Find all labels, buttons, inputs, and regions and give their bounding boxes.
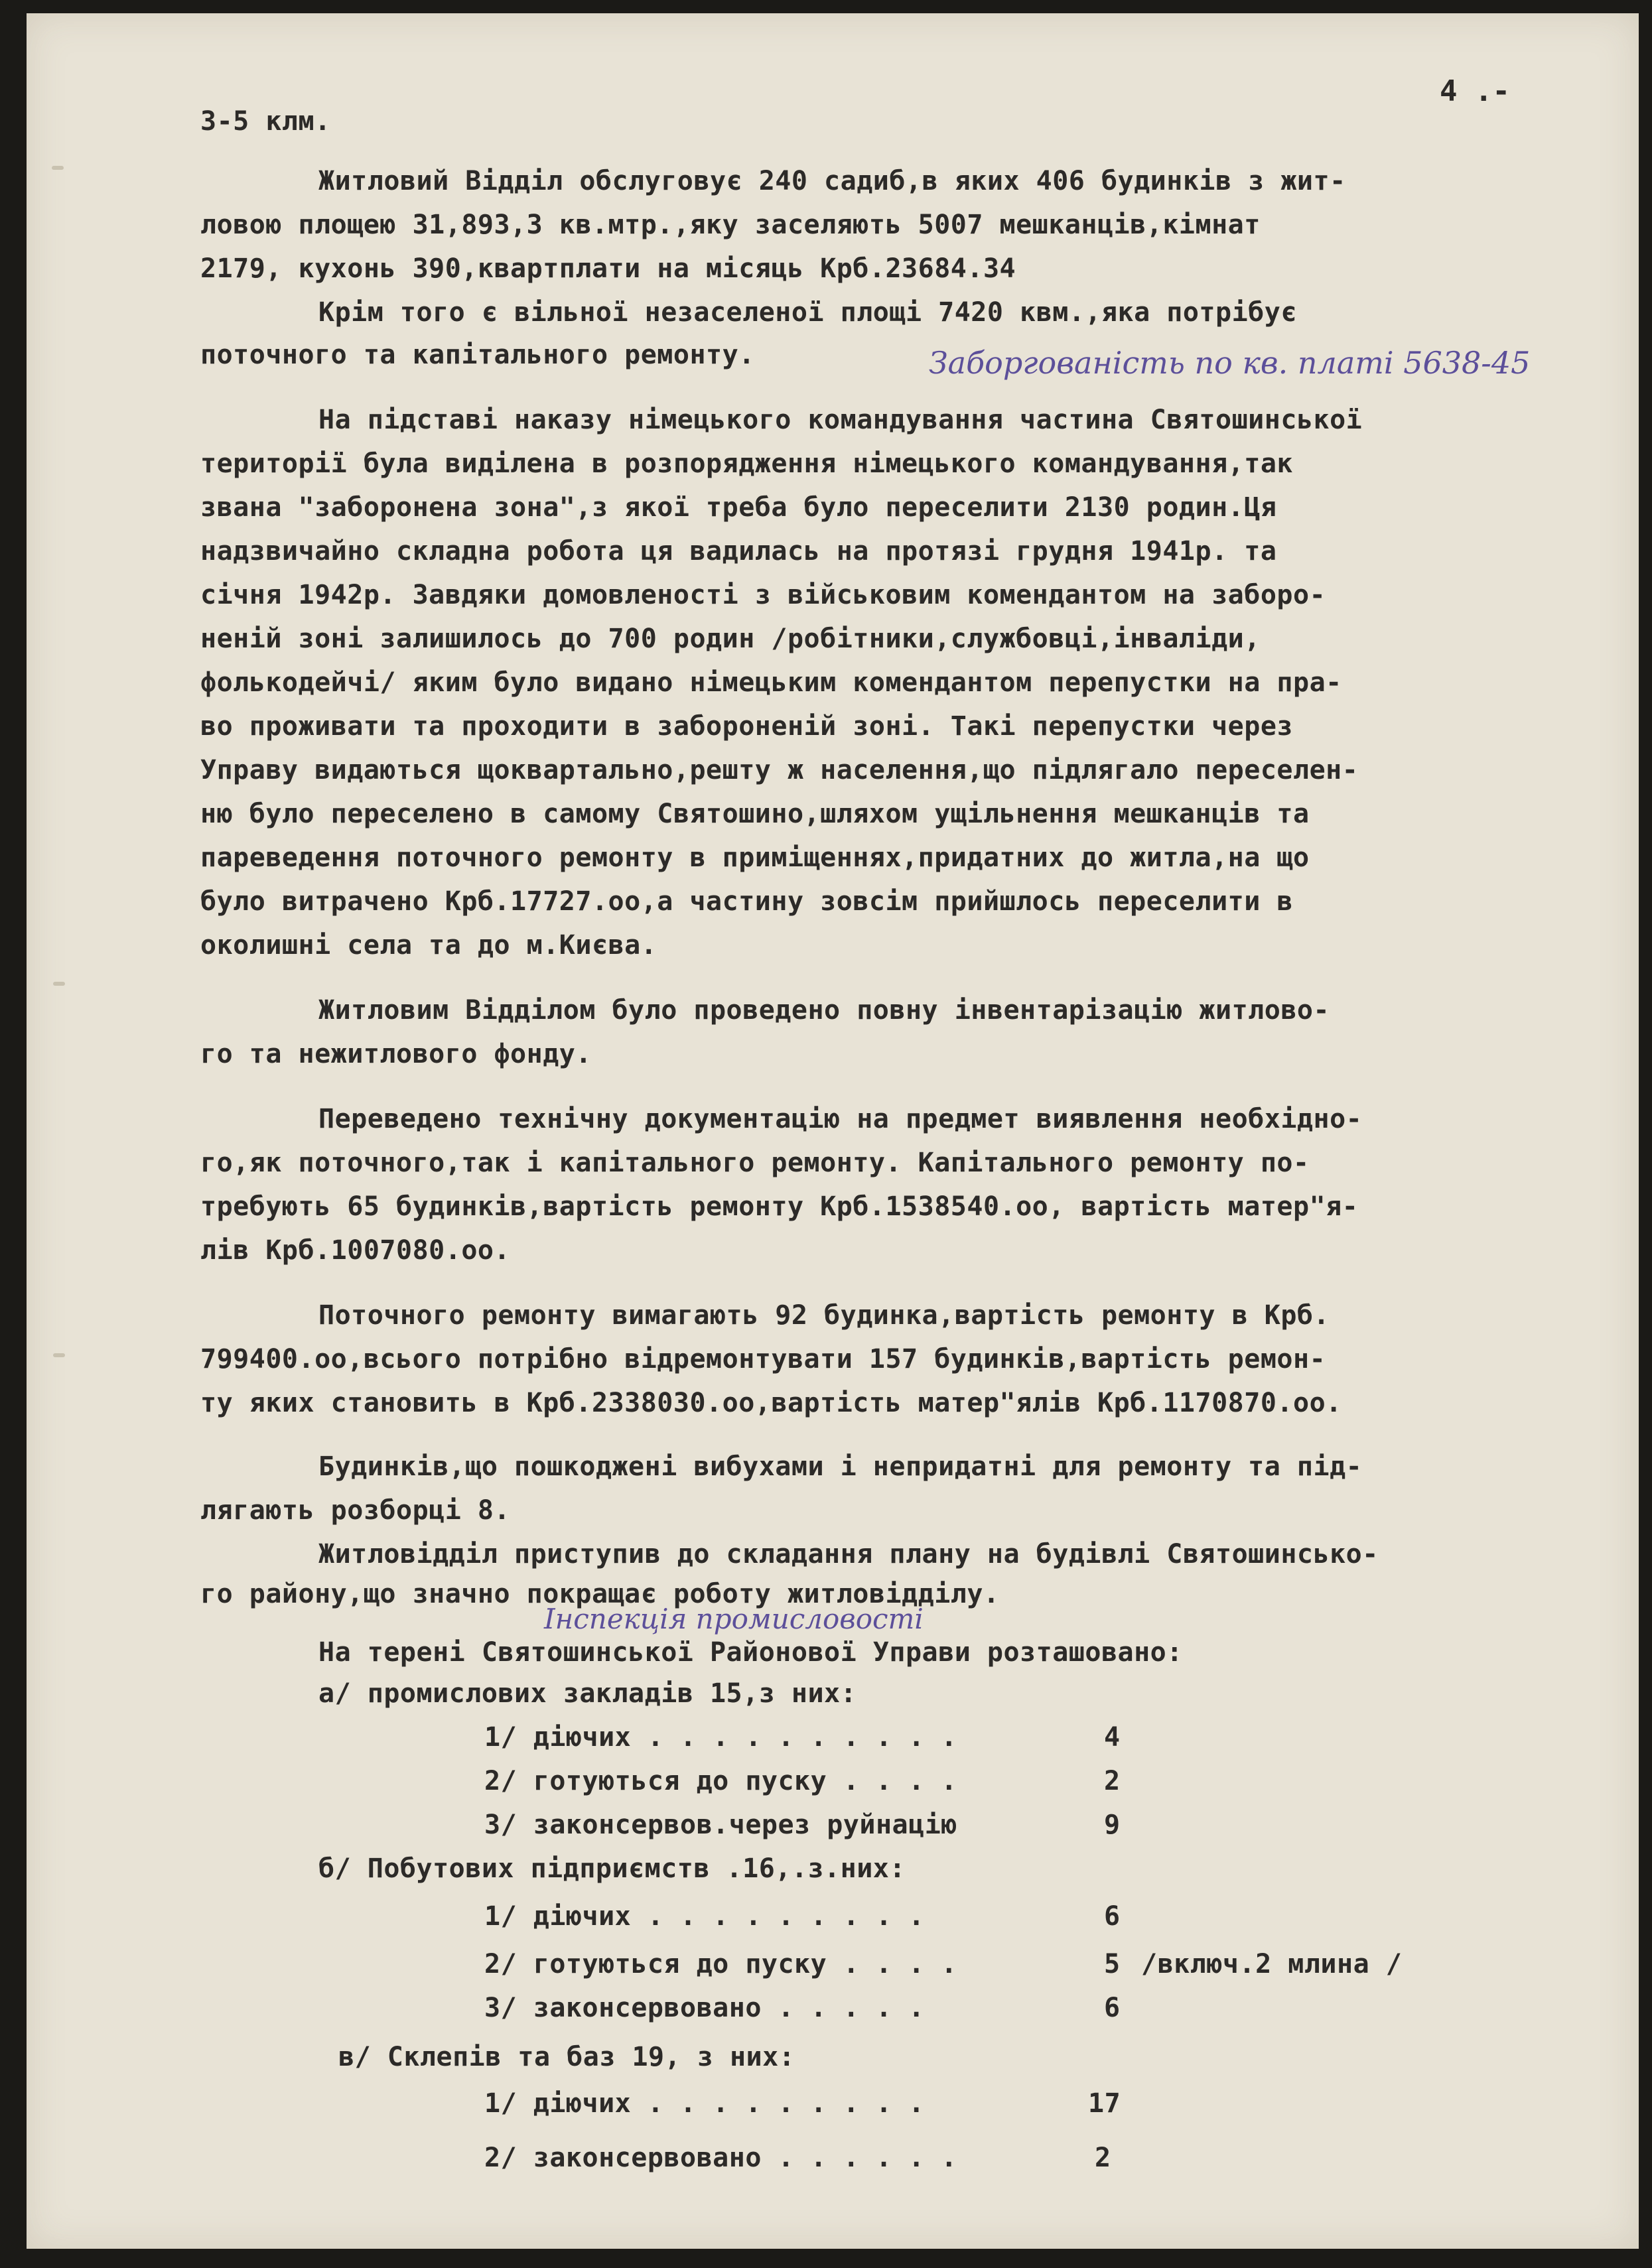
text-line: території була виділена в розпорядження німецького командування,так	[200, 448, 1293, 479]
section-code: 3-5 клм.	[200, 106, 331, 137]
list-item-label: 1/ діючих . . . . . . . . . .	[484, 1722, 957, 1753]
text-line: Управу видаються щоквартально,решту ж населення,що підлягало переселен-	[200, 755, 1359, 785]
text-line: 799400.оо,всього потрібно відремонтувати 157 будинків,вартість ремон-	[200, 1344, 1326, 1374]
text-line: було витрачено Крб.17727.оо,а частину зовсім прийшлось переселити в	[200, 886, 1293, 917]
enterprises-intro: На терені Святошинської Районової Управи розташовано:	[318, 1637, 1183, 1668]
document-page	[27, 13, 1639, 2249]
text-line: пареведення поточного ремонту в приміщеннях,придатних до житла,на що	[200, 842, 1310, 873]
list-item-value: 4	[1104, 1722, 1121, 1753]
text-line: надзвичайно складна робота ця вадилась на протязі грудня 1941р. та	[200, 536, 1277, 567]
text-line: околишні села та до м.Києва.	[200, 930, 657, 961]
text-line: ловою площею 31,893,3 кв.мтр.,яку заселяють 5007 мешканців,кімнат	[200, 210, 1261, 240]
text-line: Крім того є вільної незаселеної площі 7420 квм.,яка потрібує	[318, 297, 1297, 328]
group-heading: в/ Склепів та баз 19, з них:	[338, 2042, 795, 2072]
binding-mark	[53, 1353, 65, 1357]
text-line: Житловідділ приступив до складання плану на будівлі Святошинсько-	[318, 1539, 1379, 1569]
binding-mark	[53, 982, 65, 986]
text-line: січня 1942р. Завдяки домовленості з військовим комендантом на заборо-	[200, 580, 1326, 610]
text-line: лягають розборці 8.	[200, 1495, 511, 1526]
list-item-label: 2/ законсервовано . . . . . .	[484, 2143, 957, 2173]
text-line: звана "заборонена зона",з якої треба було переселити 2130 родин.Ця	[200, 492, 1277, 523]
text-line: ту яких становить в Крб.2338030.оо,вартість матер"ялів Крб.1170870.оо.	[200, 1388, 1342, 1418]
handwritten-debt-note: Заборгованість по кв. платі 5638-45	[929, 345, 1531, 381]
list-item-label: 2/ готуються до пуску . . . .	[484, 1949, 957, 1979]
handwritten-inspection-note: Інспекція промисловості	[544, 1603, 924, 1635]
text-line: ню було переселено в самому Святошино,шляхом ущільнення мешканців та	[200, 799, 1310, 829]
list-item-value: 6	[1104, 1901, 1121, 1932]
binding-mark	[52, 166, 64, 170]
group-heading: б/ Побутових підприємств .16,.з.них:	[318, 1853, 906, 1884]
list-item-label: 2/ готуються до пуску . . . .	[484, 1766, 957, 1796]
text-line: неній зоні залишилось до 700 родин /робітники,службовці,інваліди,	[200, 624, 1261, 654]
text-line: фолькодейчі/ яким було видано німецьким комендантом перепустки на пра-	[200, 667, 1342, 698]
list-item-value: 2	[1095, 2143, 1111, 2173]
list-item-note: /включ.2 млина /	[1141, 1949, 1403, 1979]
list-item-value: 6	[1104, 1993, 1121, 2023]
list-item-value: 2	[1104, 1766, 1121, 1796]
text-line: Житловий Відділ обслуговує 240 садиб,в яких 406 будинків з жит-	[318, 166, 1346, 196]
text-line: Поточного ремонту вимагають 92 будинка,вартість ремонту в Крб.	[318, 1300, 1330, 1331]
text-line: Переведено технічну документацію на предмет виявлення необхідно-	[318, 1104, 1363, 1134]
text-line: лів Крб.1007080.оо.	[200, 1235, 511, 1266]
text-line: го та нежитлового фонду.	[200, 1039, 592, 1069]
list-item-label: 3/ законсервовано . . . . .	[484, 1993, 925, 2023]
list-item-label: 1/ діючих . . . . . . . . .	[484, 1901, 925, 1932]
text-line: во проживати та проходити в забороненій зоні. Такі перепустки через	[200, 711, 1293, 742]
list-item-label: 3/ законсервов.через руйнацію	[484, 1810, 957, 1840]
group-heading: а/ промислових закладів 15,з них:	[318, 1678, 857, 1709]
list-item-value: 9	[1104, 1810, 1121, 1840]
text-line: го району,що значно покращає роботу житловідділу.	[200, 1579, 1000, 1609]
list-item-value: 17	[1088, 2088, 1121, 2119]
page-number: 4 .-	[1440, 74, 1510, 108]
text-line: Будинків,що пошкоджені вибухами і непридатні для ремонту та під-	[318, 1451, 1363, 1482]
text-line: поточного та капітального ремонту.	[200, 340, 755, 370]
text-line: 2179, кухонь 390,квартплати на місяць Крб.23684.34	[200, 253, 1016, 284]
text-line: Житловим Відділом було проведено повну інвентарізацію житлово-	[318, 995, 1330, 1026]
list-item-label: 1/ діючих . . . . . . . . .	[484, 2088, 925, 2119]
text-line: На підставі наказу німецького командування частина Святошинської	[318, 405, 1363, 435]
list-item-value: 5	[1104, 1949, 1121, 1979]
text-line: го,як поточного,так і капітального ремонту. Капітального ремонту по-	[200, 1148, 1310, 1178]
text-line: требують 65 будинків,вартість ремонту Крб.1538540.оо, вартість матер"я-	[200, 1191, 1359, 1222]
